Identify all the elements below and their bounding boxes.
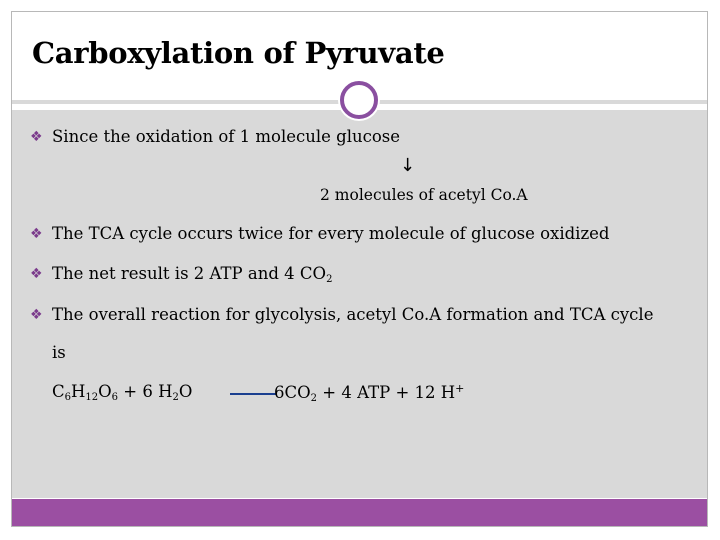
bullet-item-3 [30, 263, 332, 291]
diamond-bullet-icon: ❖ [30, 226, 43, 242]
diamond-bullet-icon: ❖ [30, 266, 43, 282]
ring-ornament-icon [340, 81, 378, 119]
diamond-bullet-icon: ❖ [30, 129, 43, 145]
reaction-reactants: $C_6H_{12}O_6 + 6$ $H_2O$ [52, 382, 193, 403]
bullet-text: The overall reaction for glycolysis, acetyl Co.A formation and TCA cycle [52, 305, 654, 324]
acetyl-coa-result: 2 molecules of acetyl Co.A [320, 186, 528, 204]
bullet-item-1 [30, 126, 400, 148]
footer-bar [12, 499, 707, 526]
bullet-continuation: is [52, 343, 66, 362]
bullet-text [52, 263, 332, 291]
bullet-item-2 [30, 223, 609, 245]
down-arrow-icon: ↓ [400, 155, 416, 176]
reaction-arrow-icon [230, 393, 276, 395]
net-result-text: The net result is 2 ATP and 4 CO [52, 264, 327, 283]
bullet-text: Since the oxidation of 1 molecule glucose [52, 127, 401, 146]
subscript: 2 [326, 274, 333, 285]
bullet-item-4 [30, 304, 653, 326]
slide-title: Carboxylation of Pyruvate [32, 36, 445, 70]
slide-frame [11, 11, 708, 527]
bullet-text: The TCA cycle occurs twice for every molecule of glucose oxidized [52, 224, 610, 243]
diamond-bullet-icon: ❖ [30, 307, 43, 323]
reaction-products: $6CO_2 + 4$ ATP + 12 H+ [274, 382, 465, 404]
